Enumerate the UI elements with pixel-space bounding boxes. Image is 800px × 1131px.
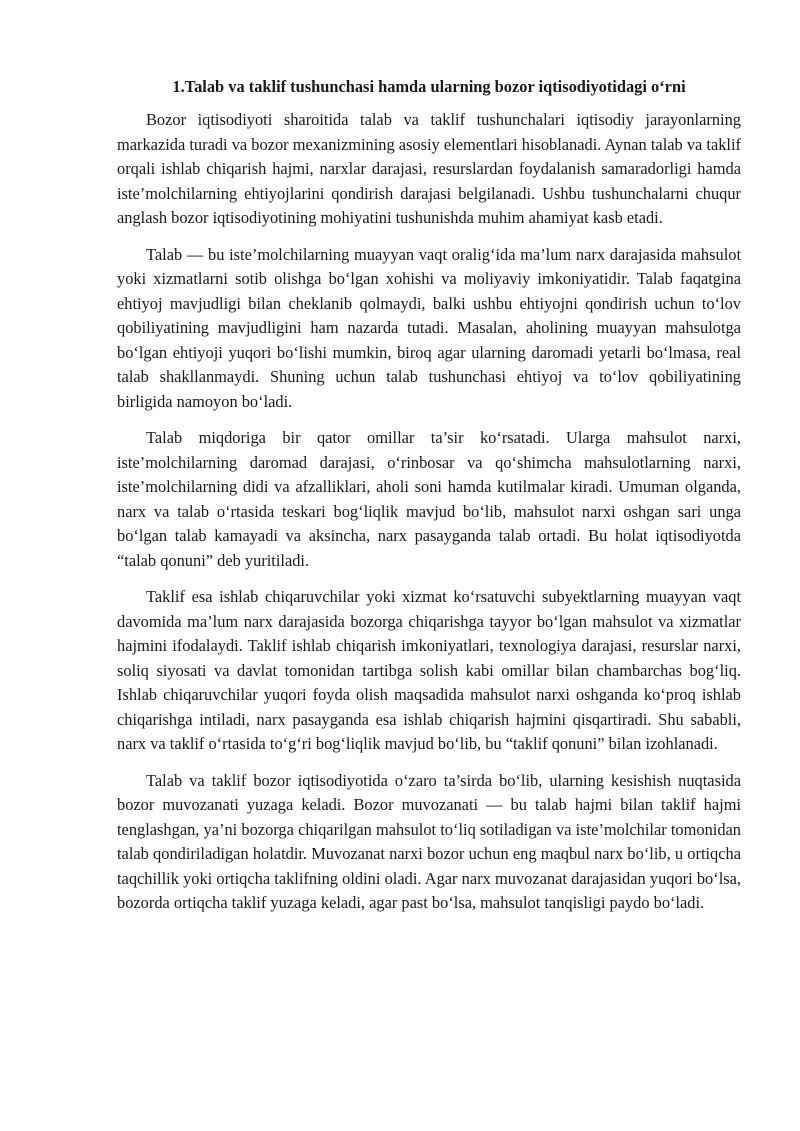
paragraph-intro: Bozor iqtisodiyoti sharoitida talab va taklif tushunchalari iqtisodiy jarayonlarning markazida turadi va bozor mexanizmining asosiy elementlari hisoblanadi. Aynan talab va taklif orqali ishlab chiqarish hajmi, narxlar darajasi, resurslardan foydalanish samaradorligi hamda iste’molchilarning ehtiyojlarini qondirish darajasi belgilanadi. Ushbu tushunchalarni chuqur anglash bozor iqtisodiyotining mohiyatini tushunishda muhim ahamiyat kasb etadi. [117,110,741,227]
paragraph-demand-factors: Talab miqdoriga bir qator omillar ta’sir ko‘rsatadi. Ularga mahsulot narxi, iste’molchilarning daromad darajasi, o‘rinbosar va qo‘shimcha mahsulotlarning narxi, iste’molchilarning didi va afzalliklari, aholi soni hamda kutilmalar kiradi. Umuman olganda, narx va talab o‘rtasida teskari bog‘liqlik mavjud bo‘lib, mahsulot narxi oshgan sari unga bo‘lgan talab kamayadi va aksincha, narx pasayganda talab ortadi. Bu holat iqtisodiyotda “talab qonuni” deb yuritiladi. [117,428,741,570]
section-title: 1.Talab va taklif tushunchasi hamda ularning bozor iqtisodiyotidagi o‘rni [172,77,686,96]
paragraph-supply-definition: Taklif esa ishlab chiqaruvchilar yoki xizmat ko‘rsatuvchi subyektlarning muayyan vaqt davomida ma’lum narx darajasida bozorga chiqarishga tayyor bo‘lgan mahsulot va xizmatlar hajmini ifodalaydi. Taklif ishlab chiqarish imkoniyatlari, texnologiya darajasi, resurslar narxi, soliq siyosati va davlat tomonidan tartibga solish kabi omillar bilan chambarchas bog‘liq. Ishlab chiqaruvchilar yuqori foyda olish maqsadida mahsulot narxi oshganda ko‘proq ishlab chiqarishga intiladi, narx pasayganda esa ishlab chiqarish hajmini qisqartiradi. Shu sababli, narx va taklif o‘rtasida to‘g‘ri bog‘liqlik mavjud bo‘lib, bu “taklif qonuni” bilan izohlanadi. [117,587,741,753]
document-page [117,76,741,928]
paragraph-market-equilibrium: Talab va taklif bozor iqtisodiyotida o‘zaro ta’sirda bo‘lib, ularning kesishish nuqtasida bozor muvozanati yuzaga keladi. Bozor muvozanati — bu talab hajmi bilan taklif hajmi tenglashgan, ya’ni bozorga chiqarilgan mahsulot to‘liq sotiladigan va iste’molchilar tomonidan talab qondiriladigan holatdir. Muvozanat narxi bozor uchun eng maqbul narx bo‘lib, u ortiqcha taqchillik yoki ortiqcha taklifning oldini oladi. Agar narx muvozanat darajasidan yuqori bo‘lsa, bozorda ortiqcha taklif yuzaga keladi, agar past bo‘lsa, mahsulot tanqisligi paydo bo‘ladi. [117,770,741,912]
paragraph-demand-definition: Talab — bu iste’molchilarning muayyan vaqt oralig‘ida ma’lum narx darajasida mahsulot yoki xizmatlarni sotib olishga bo‘lgan xohishi va moliyaviy imkoniyatidir. Talab faqatgina ehtiyoj mavjudligi bilan cheklanib qolmaydi, balki ushbu ehtiyojni qondirish uchun to‘lov qobiliyatining mavjudligini ham nazarda tutadi. Masalan, aholining muayyan mahsulotga bo‘lgan ehtiyoji yuqori bo‘lishi mumkin, biroq agar ularning daromadi yetarli bo‘lmasa, real talab shakllanmaydi. Shuning uchun talab tushunchasi ehtiyoj va to‘lov qobiliyatining birligida namoyon bo‘ladi. [117,244,741,411]
